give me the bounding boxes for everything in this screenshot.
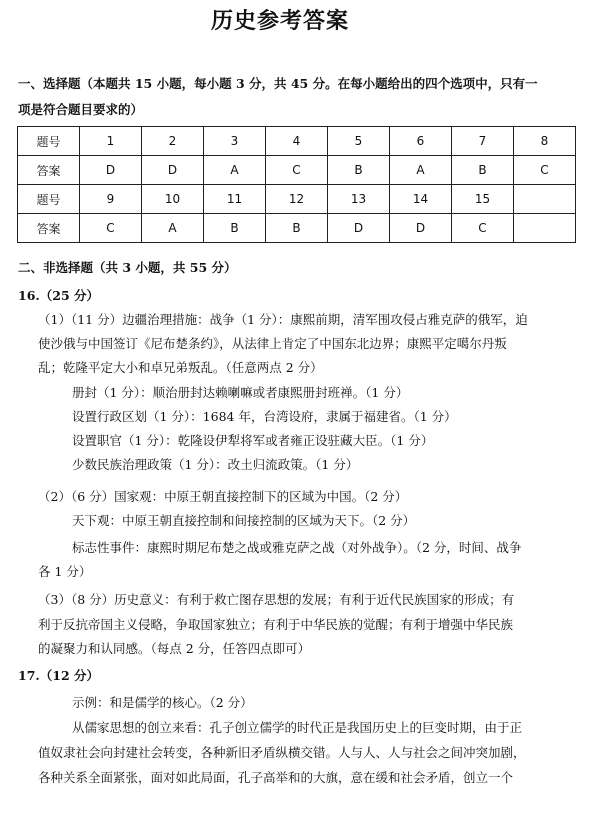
q16-item-zhiguan: 设置职官（1 分）：乾隆设伊犁将军或者雍正设驻藏大臣。（1 分） [72,433,434,448]
section1-heading-line1: 一、选择题（本题共 15 小题，每小题 3 分，共 45 分。在每小题给出的四个选项中，只有一 [18,76,538,91]
table-row [18,185,576,214]
table-cell: C [452,214,514,243]
q16-item-minzu: 少数民族治理政策（1 分）：改土归流政策。（1 分） [72,457,359,472]
question-17-label: 17.（12 分） [18,668,99,683]
question-16-label: 16.（25 分） [18,288,99,303]
table-cell: C [80,214,142,243]
table-cell: 3 [204,127,266,156]
table-cell: 14 [390,185,452,214]
table-cell: 2 [142,127,204,156]
table-cell: 7 [452,127,514,156]
table-cell: 答案 [18,214,80,243]
table-cell: 8 [514,127,576,156]
table-cell [514,214,576,243]
table-cell: D [390,214,452,243]
q17-line2: 从儒家思想的创立来看：孔子创立儒学的时代正是我国历史上的巨变时期，由于正 [72,720,523,735]
table-cell [514,185,576,214]
q17-line4: 各种关系全面紧张，面对如此局面，孔子高举和的大旗，意在缓和社会矛盾，创立一个 [38,770,514,785]
table-cell: 4 [266,127,328,156]
q16-part3-line1: （3）（8 分）历史意义：有利于救亡图存思想的发展；有利于近代民族国家的形成；有 [38,592,515,607]
table-cell: 12 [266,185,328,214]
page-title: 历史参考答案 [210,8,349,34]
table-cell: 15 [452,185,514,214]
section2-heading: 二、非选择题（共 3 小题，共 55 分） [18,260,237,275]
table-cell: 11 [204,185,266,214]
section1-heading-line2: 项是符合题目要求的） [18,102,144,117]
table-cell: 6 [390,127,452,156]
table-cell: D [142,156,204,185]
table-row [18,214,576,243]
q17-line1: 示例：和是儒学的核心。（2 分） [72,695,253,710]
answer-table [17,126,576,243]
table-row [18,127,576,156]
q16-part1-line1: （1）（11 分）边疆治理措施：战争（1 分）：康熙前期，清军围攻侵占雅克萨的俄军，迫 [38,312,528,327]
table-cell: A [204,156,266,185]
table-cell: D [80,156,142,185]
q16-part3-line2: 利于反抗帝国主义侵略，争取国家独立；有利于中华民族的觉醒；有利于增强中华民族 [38,617,514,632]
q16-item-xingzheng: 设置行政区划（1 分）：1684 年，台湾设府，隶属于福建省。（1 分） [72,409,457,424]
table-cell: 1 [80,127,142,156]
table-cell: B [328,156,390,185]
table-cell: 题号 [18,185,80,214]
q16-part1-line3: 乱；乾隆平定大小和卓兄弟叛乱。（任意两点 2 分） [38,360,323,375]
table-cell: A [142,214,204,243]
table-cell: D [328,214,390,243]
table-cell: B [204,214,266,243]
table-row [18,156,576,185]
table-cell: 13 [328,185,390,214]
q16-part3-line3: 的凝聚力和认同感。（每点 2 分，任答四点即可） [38,641,311,656]
q16-part2-line2: 天下观：中原王朝直接控制和间接控制的区域为天下。（2 分） [72,513,416,528]
q17-line3: 值奴隶社会向封建社会转变，各种新旧矛盾纵横交错。人与人、人与社会之间冲突加剧， [38,745,526,760]
table-cell: C [514,156,576,185]
table-cell: 9 [80,185,142,214]
table-cell: C [266,156,328,185]
table-cell: 题号 [18,127,80,156]
q16-part1-line2: 使沙俄与中国签订《尼布楚条约》，从法律上肯定了中国东北边界；康熙平定噶尔丹叛 [38,336,507,351]
table-cell: B [452,156,514,185]
table-cell: 5 [328,127,390,156]
table-cell: 10 [142,185,204,214]
q16-part2-line1: （2）（6 分）国家观：中原王朝直接控制下的区域为中国。（2 分） [38,489,408,504]
q16-item-cefeng: 册封（1 分）：顺治册封达赖喇嘛或者康熙册封班禅。（1 分） [72,385,409,400]
table-cell: B [266,214,328,243]
table-cell: A [390,156,452,185]
table-cell: 答案 [18,156,80,185]
q16-part2-line3: 标志性事件：康熙时期尼布楚之战或雅克萨之战（对外战争）。（2 分，时间、战争 [72,540,522,555]
q16-part2-line4: 各 1 分） [38,564,92,579]
